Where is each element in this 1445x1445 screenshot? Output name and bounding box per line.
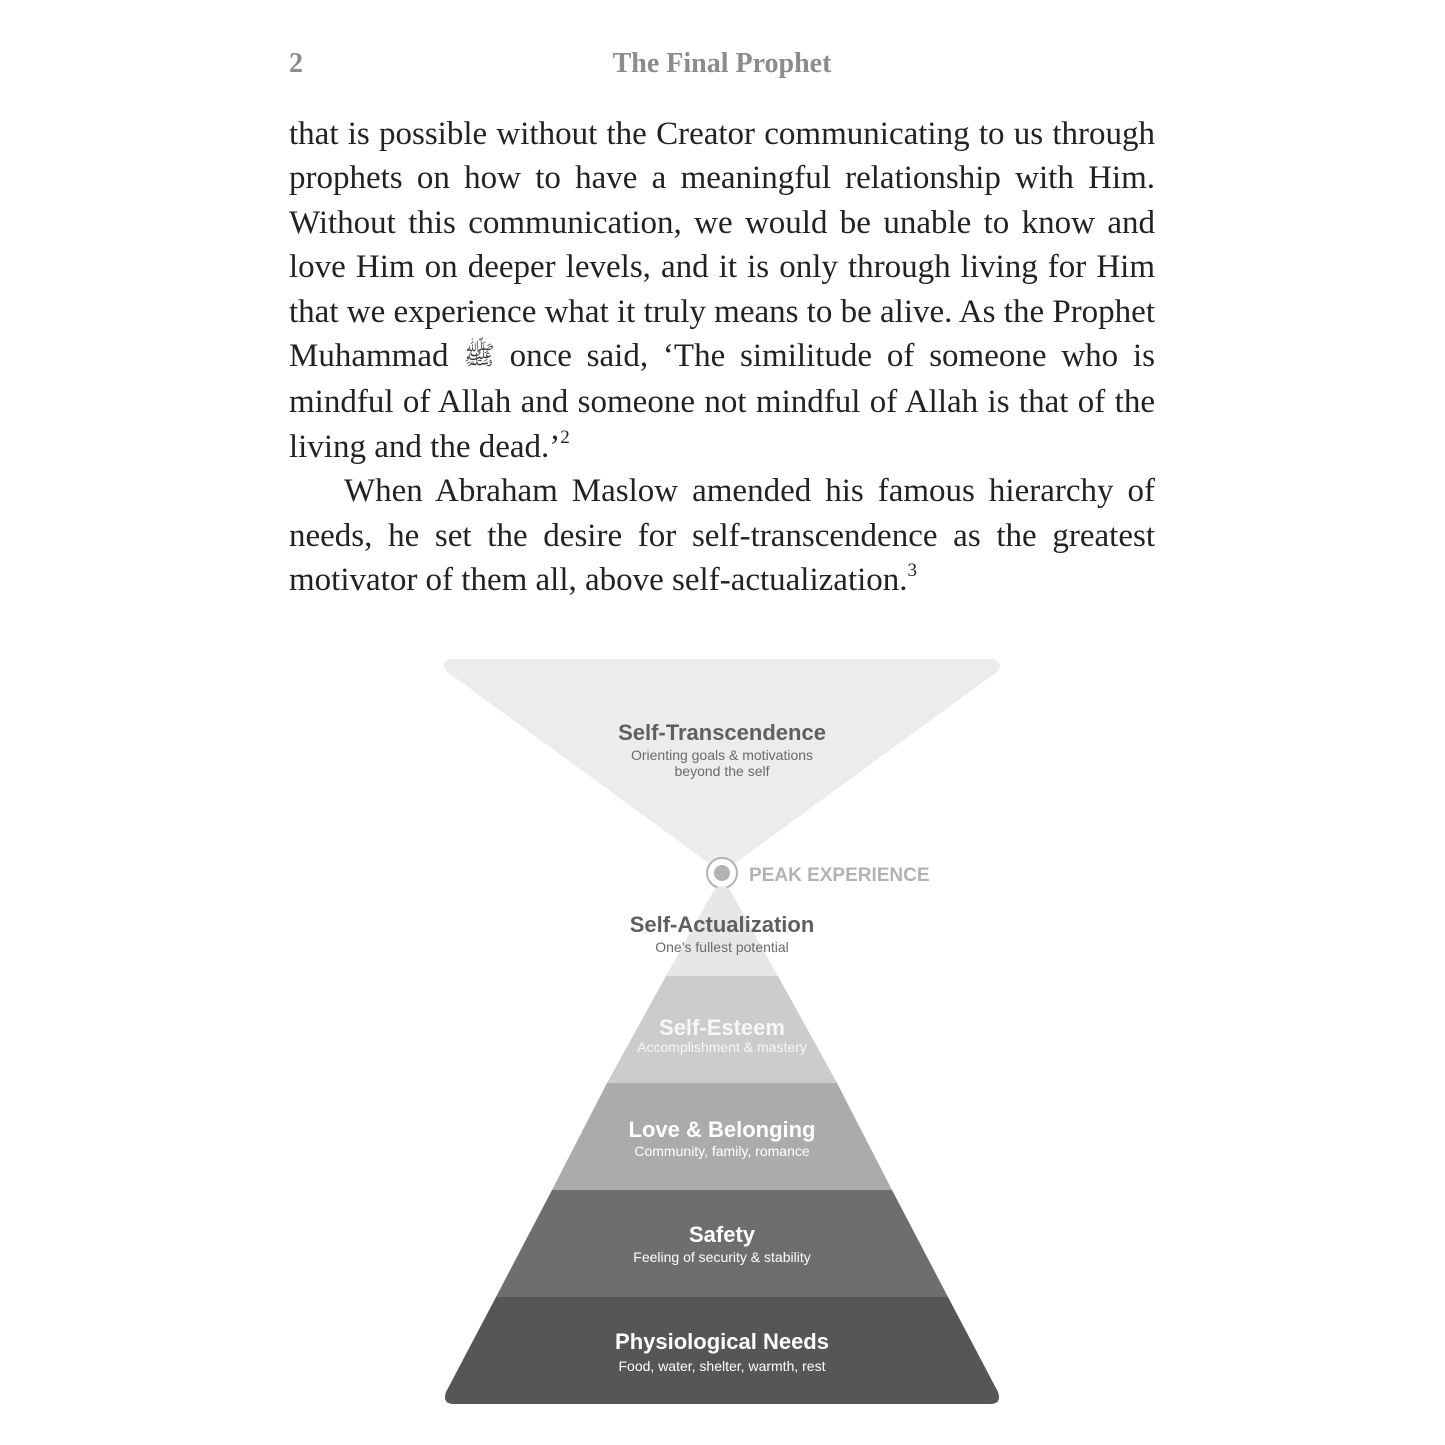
level-self-transcendence-subtitle-1: Orienting goals & motivations: [630, 747, 814, 763]
honorific-calligraphy-icon: ﷺ: [463, 341, 495, 372]
peak-experience-label: PEAK EXPERIENCE: [749, 865, 930, 886]
paragraph-1-text-a: that is possible without the Creator communicating to us through prophets on how to have a meaningful relationship with Him. Without this communication, we would be unable to know and love Him on deeper levels, and it is only through living for Him that we experience what it truly means to be alive. As the Prophet Muhammad: [289, 116, 1155, 375]
running-title: The Final Prophet: [612, 48, 832, 79]
footnote-marker-3: 3: [907, 560, 918, 582]
level-love-belonging-subtitle: Community, family, romance: [634, 1143, 810, 1159]
level-self-actualization-subtitle: One’s fullest potential: [655, 939, 789, 955]
level-love-belonging-title: Love & Belonging: [628, 1117, 816, 1142]
level-self-transcendence-subtitle-2: beyond the self: [674, 763, 770, 779]
level-safety-subtitle: Feeling of security & stability: [633, 1249, 811, 1265]
level-physiological-title: Physiological Needs: [615, 1329, 829, 1354]
peak-experience-dot: [714, 865, 730, 881]
level-physiological-subtitle: Food, water, shelter, warmth, rest: [618, 1358, 826, 1374]
footnote-marker-2: 2: [560, 426, 570, 448]
level-safety-title: Safety: [688, 1222, 756, 1247]
level-self-transcendence-title: Self-Transcendence: [618, 720, 826, 745]
page-number: 2: [289, 48, 303, 79]
paragraph-2-text: When Abraham Maslow amended his famous hierarchy of needs, he set the desire for self-transcendence as the greatest motivator of them all, above self-actualization.: [289, 473, 1155, 599]
level-self-esteem-title: Self-Esteem: [659, 1015, 785, 1040]
paragraph-1-text-b: once said, ‘The similitude of someone who is mindful of Allah and someone not mindful of Allah is that of the living and the dead.’: [289, 338, 1155, 465]
level-self-esteem-subtitle: Accomplishment & mastery: [637, 1039, 807, 1055]
level-self-actualization-title: Self-Actualization: [629, 912, 815, 937]
